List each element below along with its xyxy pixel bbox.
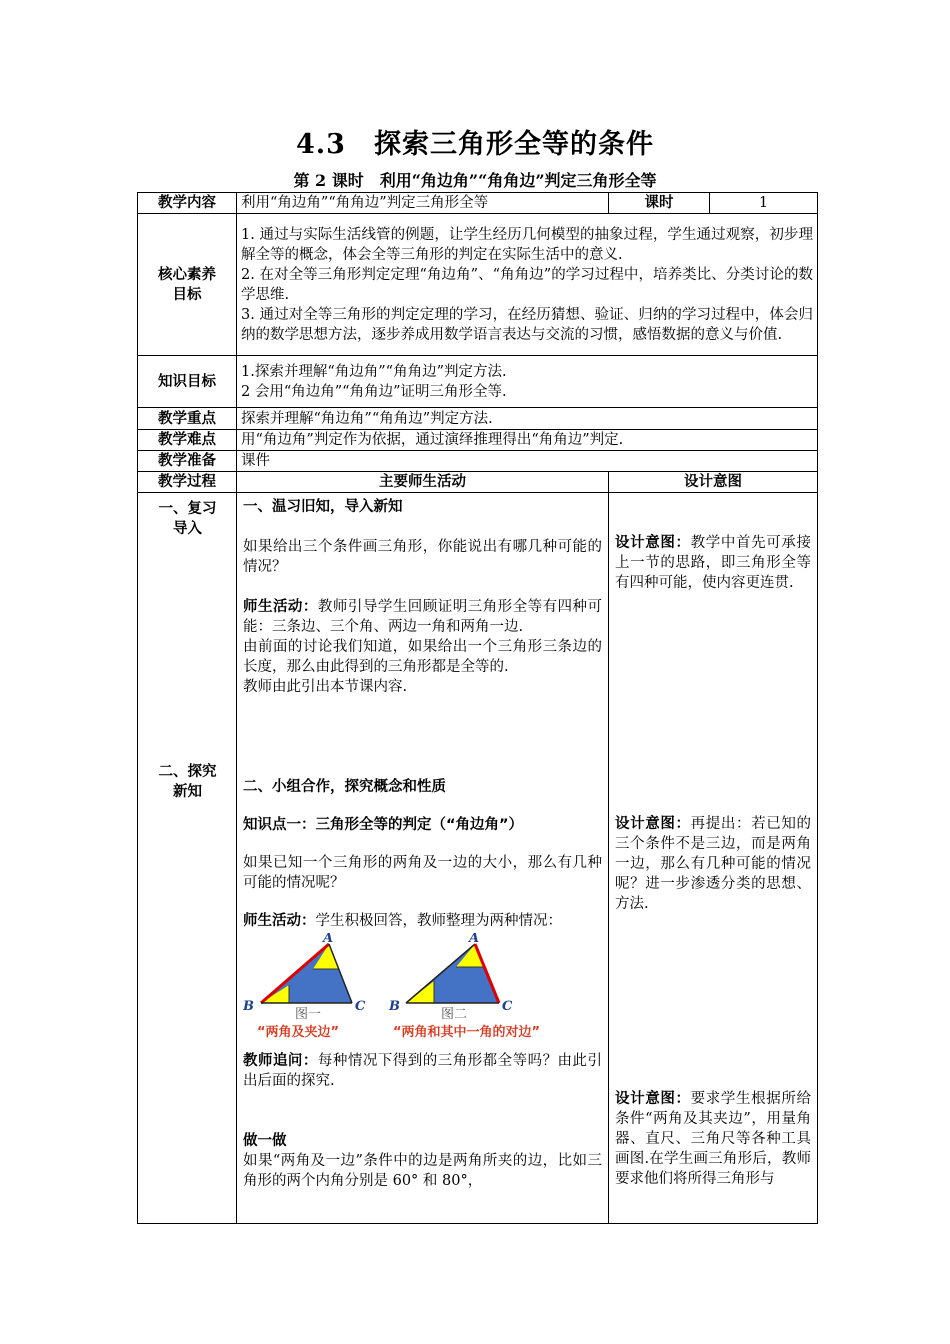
intent-2: 设计意图：再提出：若已知的三个条件不是三边，而是两角一边，那么有几种可能的情况呢？进一步渗透分类的思想、方法. <box>615 816 811 912</box>
activity-column <box>237 493 609 1224</box>
key-point-text: 探索并理解“角边角”“角角边”判定方法. <box>237 408 818 430</box>
vertex-a-2: A <box>469 933 480 946</box>
row-key-point <box>138 408 818 430</box>
triangle-1 <box>243 933 366 1014</box>
vertex-b-1: B <box>243 999 254 1014</box>
section-1-heading: 一、温习旧知，导入新知 <box>243 499 403 515</box>
follow-up-question: 教师追问：每种情况下得到的三角形都全等吗？由此引出后面的探究. <box>243 1053 603 1089</box>
core-goal-2: 2. 在对全等三角形判定定理“角边角”、“角角边”的学习过程中，培养类比、分类讨论的数学思维. <box>241 266 813 303</box>
section-1-question: 如果给出三个条件画三角形，你能说出有哪几种可能的情况？ <box>243 539 602 575</box>
core-goal-1: 1. 通过与实际生活线管的例题，让学生经历几何模型的抽象过程，学生通过观察，初步理解全等的概念，体会全等三角形的判定在实际生活中的意义. <box>241 226 813 263</box>
key-point-label: 教学重点 <box>138 408 237 430</box>
intent-column <box>609 493 818 1224</box>
knowledge-text: 1.探索并理解“角边角”“角角边”判定方法. 2 会用“角边角”“角角边”证明三角形全等. <box>237 356 818 408</box>
intent-3: 设计意图：要求学生根据所给条件“两角及其夹边”，用量角器、直尺、三角尺等各种工具画图.在学生画三角形后，教师要求他们将所得三角形与 <box>615 1091 811 1187</box>
vertex-c-1: C <box>355 999 366 1014</box>
difficult-point-text: 用“角边角”判定作为依据，通过演绎推理得出“角角边”判定. <box>237 430 818 451</box>
core-goal-3: 3. 通过对全等三角形的判定定理的学习，在经历猜想、验证、归纳的学习过程中，体会归纳的数学思想方法，逐步养成用数学语言表达与交流的习惯，感悟数据的意义与价值. <box>241 306 813 343</box>
section-1-discussion: 由前面的讨论我们知道，如果给出一个三角形三条边的长度，那么由此得到的三角形都是全等的. <box>243 639 602 675</box>
page-subtitle: 第 2 课时 利用“角边角”“角角边”判定三角形全等 <box>293 171 657 190</box>
lesson-plan-table <box>137 192 818 1224</box>
triangle-figures <box>243 933 602 1051</box>
section-1-activity: 师生活动：教师引导学生回顾证明三角形全等有四种可能：三条边、三个角、两边一角和两角一边. <box>243 599 603 635</box>
section-2-heading: 二、小组合作，探究概念和性质 <box>243 779 446 795</box>
content-value: 利用“角边角”“角角边”判定三角形全等 <box>237 193 609 214</box>
core-goals-text <box>237 214 818 356</box>
row-difficult-point <box>138 430 818 451</box>
figure-1-caption: 图一 <box>295 1007 322 1022</box>
row-process-body <box>138 493 818 1224</box>
hours-label: 课时 <box>609 193 710 214</box>
hours-value: 1 <box>710 193 818 214</box>
activity-header: 主要师生活动 <box>237 472 609 493</box>
knowledge-point-1: 知识点一：三角形全等的判定（“角边角”） <box>243 817 524 833</box>
vertex-b-2: B <box>389 999 400 1014</box>
content-label: 教学内容 <box>138 193 237 214</box>
preparation-text: 课件 <box>237 451 818 472</box>
row-process-header <box>138 472 818 493</box>
preparation-label: 教学准备 <box>138 451 237 472</box>
triangle-1-body <box>261 944 352 1003</box>
triangle-2 <box>388 933 513 1014</box>
page-title: 4.3 探索三角形全等的条件 <box>296 129 654 160</box>
process-label: 教学过程 <box>138 472 237 493</box>
row-core-goals <box>138 214 818 356</box>
row-content <box>138 193 818 214</box>
stage-column <box>138 493 237 1224</box>
core-goals-label: 核心素养 目标 <box>138 214 237 356</box>
do-it-heading: 做一做 <box>243 1133 287 1149</box>
row-knowledge <box>138 356 818 408</box>
intent-1: 设计意图：教学中首先可承接上一节的思路，即三角形全等有四种可能，使内容更连贯. <box>615 535 811 591</box>
intent-header: 设计意图 <box>609 472 818 493</box>
knowledge-label: 知识目标 <box>138 356 237 408</box>
do-it-text: 如果“两角及一边”条件中的边是两角所夹的边，比如三角形的两个内角分别是 60° 和 80°， <box>243 1153 602 1189</box>
difficult-point-label: 教学难点 <box>138 430 237 451</box>
row-preparation <box>138 451 818 472</box>
stage-2-label: 二、探究 新知 <box>158 764 217 800</box>
vertex-c-2: C <box>502 999 513 1014</box>
stage-1-label: 一、复习 导入 <box>158 501 217 537</box>
figure-2-caption: 图二 <box>441 1007 468 1022</box>
section-2-question: 如果已知一个三角形的两角及一边的大小，那么有几种可能的情况呢？ <box>243 855 602 891</box>
section-1-intro: 教师由此引出本节课内容. <box>243 679 408 695</box>
section-2-activity: 师生活动：学生积极回答，教师整理为两种情况： <box>243 913 562 929</box>
vertex-a-1: A <box>323 933 334 946</box>
figure-2-label: “两角和其中一角的对边” <box>393 1025 541 1040</box>
figure-1-label: “两角及夹边” <box>257 1025 340 1040</box>
